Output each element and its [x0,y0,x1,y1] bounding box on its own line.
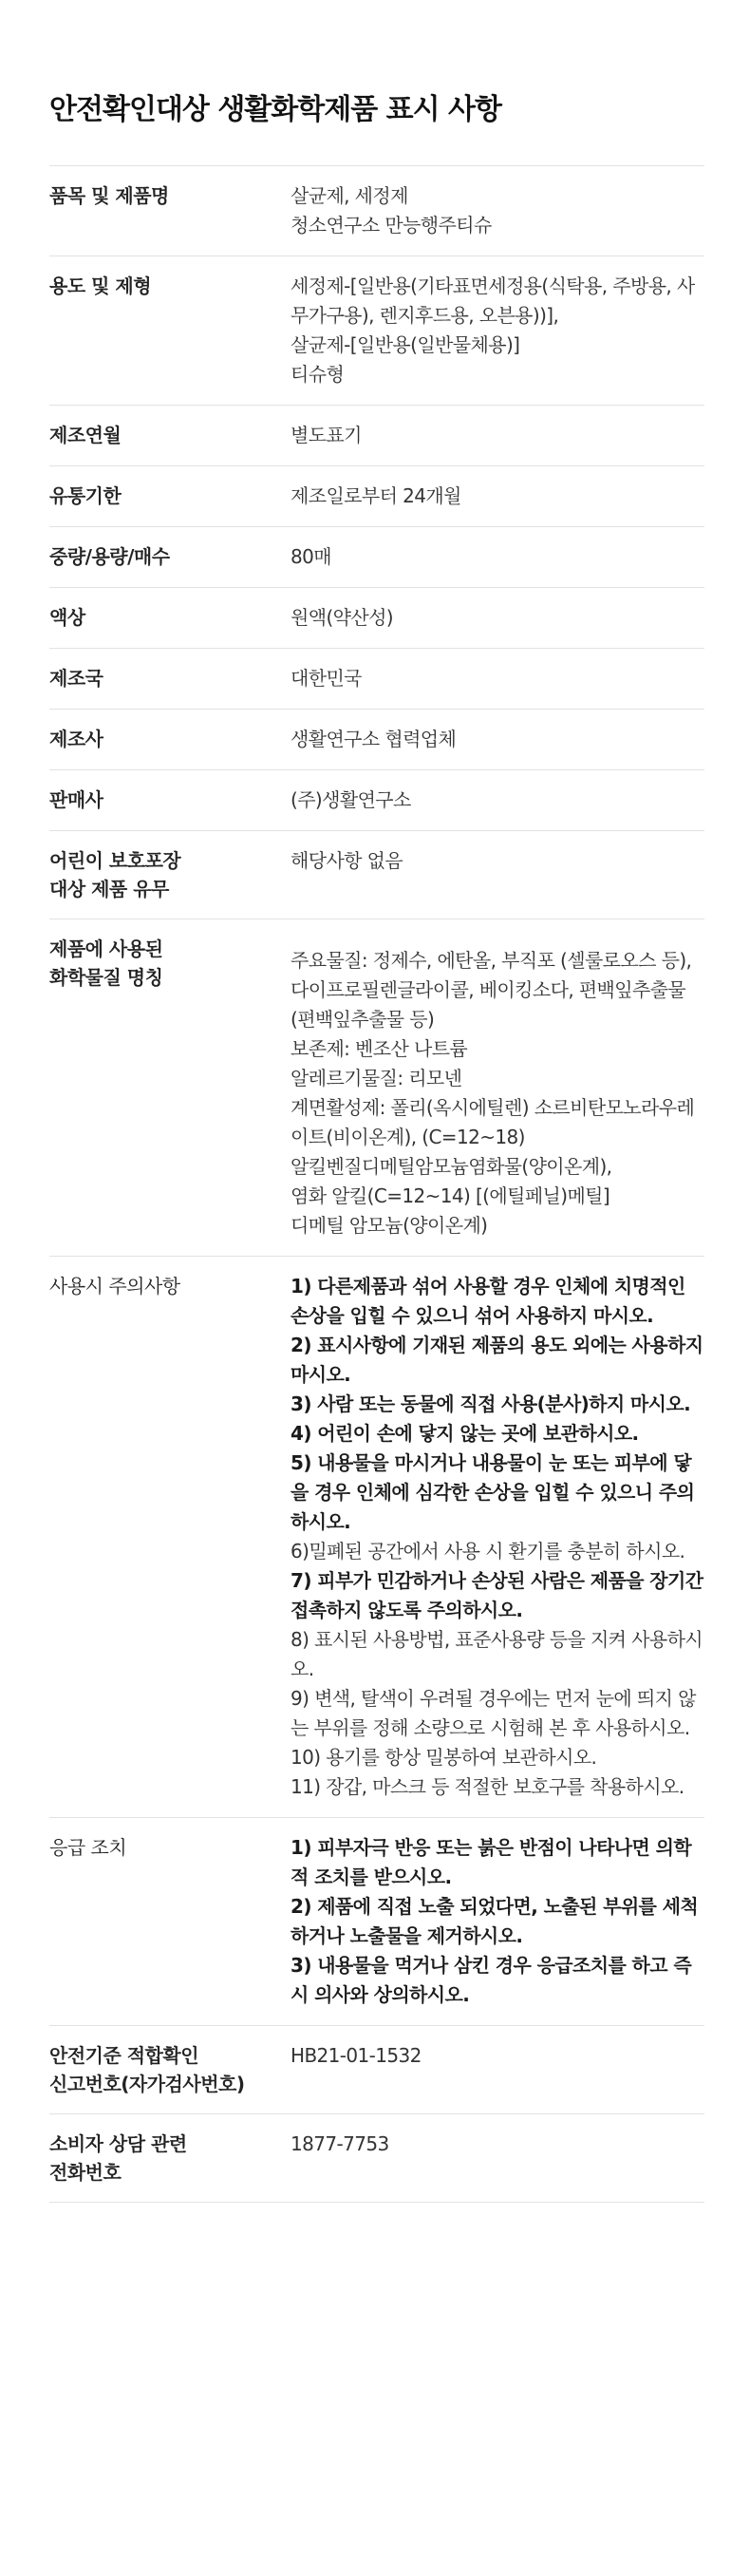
spec-row [49,406,704,466]
spec-value [291,2041,704,2098]
spec-row [49,919,704,1257]
spec-label: 사용시 주의사항 [49,1275,180,1297]
spec-label: 안전기준 적합확인 신고번호(자가검사번호) [49,2044,245,2095]
spec-value-line: 80매 [291,545,331,568]
spec-value-line: 대한민국 [291,667,362,690]
spec-table [49,165,704,2203]
spec-value-line: 생활연구소 협력업체 [291,728,457,750]
spec-label: 중량/용량/매수 [49,545,170,568]
spec-value [291,421,704,450]
spec-value-line: 살균제, 세정제 [291,184,408,207]
spec-row [49,1257,704,1818]
spec-value-line: 8) 표시된 사용방법, 표준사용량 등을 지켜 사용하시오. [291,1628,703,1680]
page-title: 안전확인대상 생활화학제품 표시 사항 [49,93,502,126]
spec-value [291,664,704,693]
spec-value-line: 티슈형 [291,363,345,386]
spec-value-line: 주요물질: 정제수, 에탄올, 부직포 (셀룰로오스 등), 다이프로필렌글라이콜, 베이킹소다, 편백잎추출물(편백잎추출물 등) [291,949,692,1031]
spec-value-line: 1877-7753 [291,2132,389,2155]
spec-value-line: 알킬벤질디메틸암모늄염화물(양이온계), [291,1155,612,1178]
spec-row [49,831,704,919]
spec-label: 유통기한 [49,484,122,507]
spec-row [49,256,704,406]
spec-value-line: 3) 사람 또는 동물에 직접 사용(분사)하지 마시오. [291,1392,691,1415]
spec-value [291,846,704,903]
spec-value-line: 1) 피부자극 반응 또는 붉은 반점이 나타나면 의학적 조치를 받으시오. [291,1836,692,1888]
spec-value [291,181,704,240]
spec-value-line: 9) 변색, 탈색이 우려될 경우에는 먼저 눈에 띄지 않는 부위를 정해 소량으로 시험해 본 후 사용하시오. [291,1687,696,1739]
spec-value-line: 계면활성제: 폴리(옥시에틸렌) 소르비탄모노라우레이트(비이온계), (C=12~18) [291,1096,695,1148]
spec-value-line: (주)생활연구소 [291,788,411,811]
spec-row [49,165,704,256]
spec-value-line: 3) 내용물을 먹거나 삼킨 경우 응급조치를 하고 즉시 의사와 상의하시오. [291,1954,692,2006]
spec-value-line: 11) 장갑, 마스크 등 적절한 보호구를 착용하시오. [291,1775,684,1798]
spec-row [49,2026,704,2114]
spec-value [291,1833,704,2010]
spec-value-line: 보존제: 벤조산 나트륨 [291,1037,468,1060]
spec-value [291,482,704,511]
spec-value [291,603,704,633]
spec-label: 제조연월 [49,424,122,446]
spec-value-line: 1) 다른제품과 섞어 사용할 경우 인체에 치명적인 손상을 입힐 수 있으니 섞어 사용하지 마시오. [291,1275,685,1327]
spec-value-line: 알레르기물질: 리모넨 [291,1067,462,1089]
spec-label: 용도 및 제형 [49,275,152,297]
spec-label: 제조사 [49,728,103,750]
spec-value-line: 원액(약산성) [291,606,394,629]
spec-row [49,649,704,710]
spec-row [49,1818,704,2026]
spec-value-line: 청소연구소 만능행주티슈 [291,214,492,237]
spec-label: 제조국 [49,667,103,690]
spec-value-line: 2) 제품에 직접 노출 되었다면, 노출된 부위를 세척하거나 노출물을 제거하시오. [291,1895,699,1947]
spec-label: 판매사 [49,788,103,811]
spec-row [49,527,704,588]
spec-value-line: HB21-01-1532 [291,2044,422,2067]
spec-label: 응급 조치 [49,1836,127,1859]
spec-row [49,2114,704,2203]
spec-value-line: 별도표기 [291,424,362,446]
spec-label: 제품에 사용된 화학물질 명칭 [49,938,163,989]
spec-value-line: 7) 피부가 민감하거나 손상된 사람은 제품을 장기간 접촉하지 않도록 주의하시오. [291,1569,703,1621]
spec-value-line: 해당사항 없음 [291,849,403,872]
spec-label: 어린이 보호포장 대상 제품 유무 [49,849,181,900]
spec-label: 품목 및 제품명 [49,184,169,207]
spec-label: 액상 [49,606,85,629]
spec-row [49,466,704,527]
spec-row [49,710,704,770]
spec-value [291,1272,704,1802]
spec-value-line: 염화 알킬(C=12~14) [(에틸페닐)메틸] [291,1184,610,1207]
spec-value-line: 살균제-[일반용(일반물체용)] [291,333,520,356]
spec-row [49,770,704,831]
spec-value-line [291,935,704,946]
spec-value [291,272,704,389]
spec-value [291,935,704,1241]
spec-value-line: 6)밀폐된 공간에서 사용 시 환기를 충분히 하시오. [291,1540,685,1563]
spec-value-line: 10) 용기를 항상 밀봉하여 보관하시오. [291,1746,597,1769]
spec-label: 소비자 상담 관련 전화번호 [49,2132,187,2184]
spec-value-line: 세정제-[일반용(기타표면세정용(식탁용, 주방용, 사무가구용), 렌지후드용, 오븐용))], [291,275,695,327]
spec-value [291,786,704,815]
spec-value [291,2130,704,2187]
spec-value-line: 디메틸 암모늄(양이온계) [291,1214,488,1237]
spec-value-line: 4) 어린이 손에 닿지 않는 곳에 보관하시오. [291,1422,639,1445]
spec-value-line: 5) 내용물을 마시거나 내용물이 눈 또는 피부에 닿을 경우 인체에 심각한 손상을 입힐 수 있으니 주의하시오. [291,1451,695,1533]
spec-value-line: 제조일로부터 24개월 [291,484,461,507]
spec-value [291,725,704,754]
spec-value [291,542,704,572]
spec-row [49,588,704,649]
spec-value-line: 2) 표시사항에 기재된 제품의 용도 외에는 사용하지 마시오. [291,1334,703,1386]
